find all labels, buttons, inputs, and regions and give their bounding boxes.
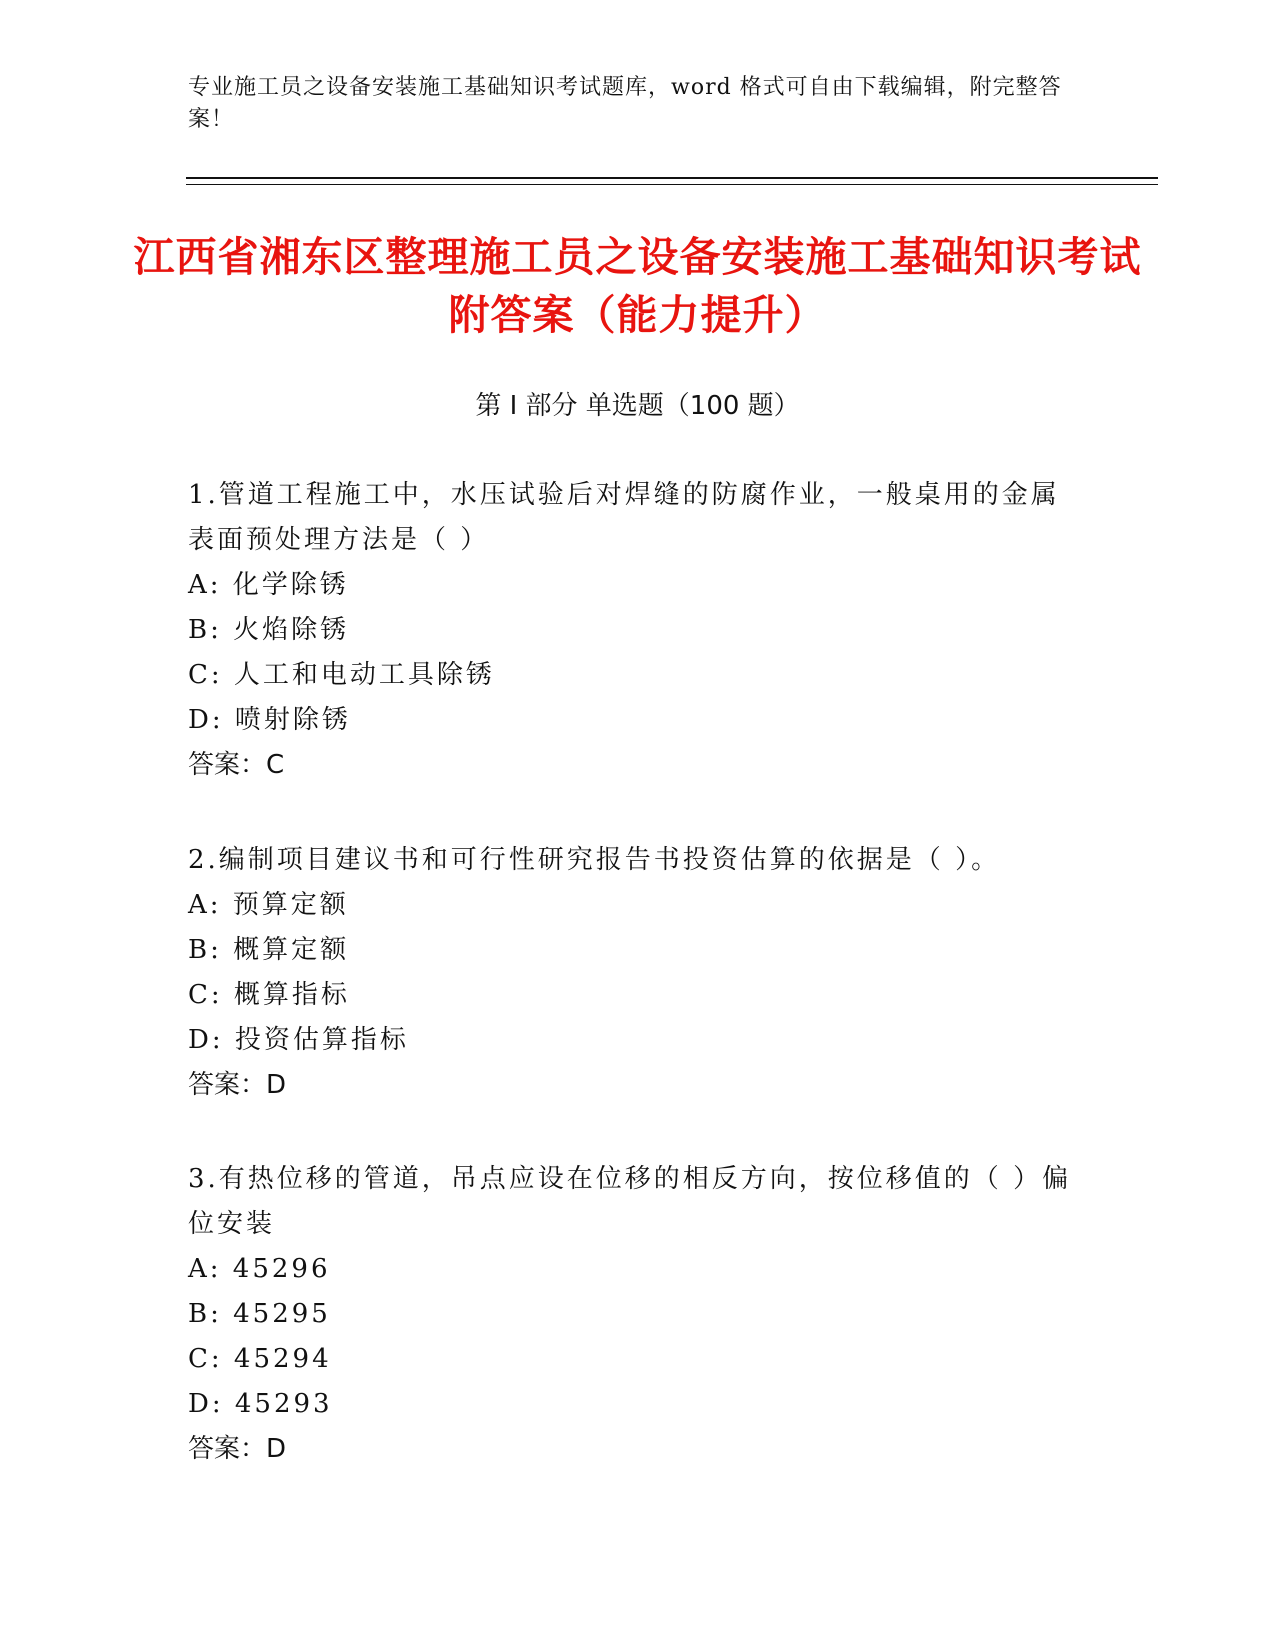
question-stem: 2.编制项目建议书和可行性研究报告书投资估算的依据是（ ）。: [188, 845, 1001, 875]
document-title: 江西省湘东区整理施工员之设备安装施工基础知识考试附答案（能力提升）: [133, 233, 1142, 339]
section-title: 第 I 部分 单选题（100 题）: [475, 391, 800, 421]
header-note: 专业施工员之设备安装施工基础知识考试题库，word 格式可自由下载编辑，附完整答案！: [188, 75, 1062, 132]
option-a: A: 化学除锈: [188, 570, 349, 600]
option-b: B: 概算定额: [188, 935, 350, 965]
answer: 答案：D: [188, 1434, 287, 1464]
option-c: C: 概算指标: [188, 980, 350, 1010]
option-d: D: 投资估算指标: [188, 1025, 409, 1055]
option-c: C: 人工和电动工具除锈: [188, 660, 495, 690]
option-a: A: 预算定额: [188, 890, 349, 920]
header-rule-thin: [186, 184, 1158, 185]
question-3: [188, 1157, 1088, 1472]
option-a: A: 45296: [188, 1254, 331, 1284]
question-2: [188, 838, 1088, 1108]
answer: 答案：C: [188, 750, 285, 780]
option-d: D: 喷射除锈: [188, 705, 351, 735]
header-rule-thick: [186, 177, 1158, 179]
option-b: B: 火焰除锈: [188, 615, 350, 645]
option-b: B: 45295: [188, 1299, 331, 1329]
question-1: [188, 473, 1088, 788]
question-stem: 3.有热位移的管道，吊点应设在位移的相反方向，按位移值的（ ）偏位安装: [188, 1164, 1072, 1239]
answer: 答案：D: [188, 1070, 287, 1100]
option-c: C: 45294: [188, 1344, 332, 1374]
question-stem: 1.管道工程施工中，水压试验后对焊缝的防腐作业，一般桌用的金属表面预处理方法是（ ）: [188, 480, 1060, 555]
option-d: D: 45293: [188, 1389, 333, 1419]
